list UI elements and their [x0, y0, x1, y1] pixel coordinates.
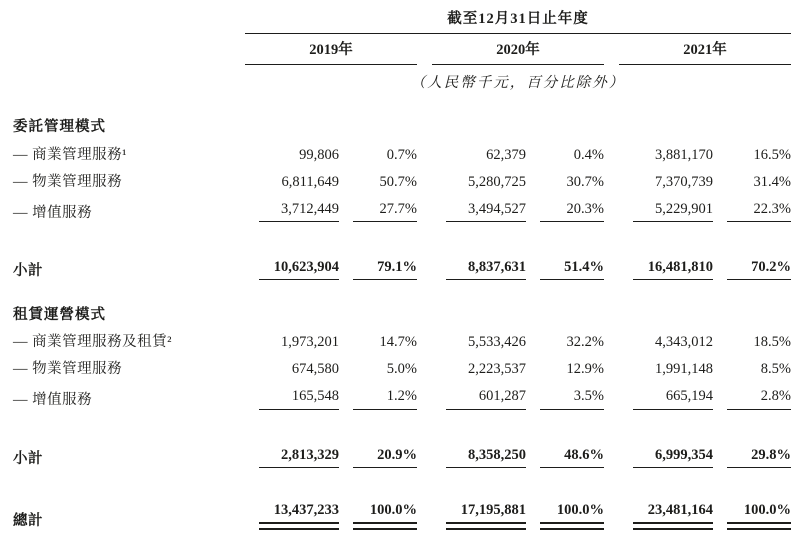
cell-2019-amount — [245, 410, 339, 468]
cell-value: 100.0% — [369, 501, 417, 518]
cell-value: 17,195,881 — [460, 501, 526, 518]
label-column-spacer — [13, 34, 245, 65]
cell-2020-amount — [432, 164, 526, 191]
cell-2019-percent — [339, 164, 417, 191]
cell-value: 62,379 — [486, 146, 526, 163]
cell-value: 13,437,233 — [273, 501, 339, 518]
cell-value: 18.5% — [753, 334, 791, 351]
column-gap — [417, 222, 432, 280]
cell-2021-amount — [619, 137, 713, 164]
cell-2019-percent — [339, 468, 417, 530]
cell-value: 0.4% — [573, 146, 604, 163]
cell-2019-amount — [245, 324, 339, 351]
cell-value: 27.7% — [353, 200, 417, 222]
row-item-2 — [13, 164, 791, 191]
cell-2019-amount — [245, 222, 339, 280]
row-label: 總計 — [13, 512, 43, 529]
year-header-2020: 2020年 — [432, 34, 604, 65]
cell-value: 22.3% — [727, 200, 791, 222]
empty-cells — [245, 280, 791, 324]
cell-value: 50.7% — [379, 173, 417, 190]
row-total-10 — [13, 468, 791, 530]
cell-value: 4,343,012 — [655, 334, 713, 351]
column-gap — [604, 34, 619, 65]
column-gap — [604, 137, 619, 164]
column-gap — [604, 351, 619, 378]
label-column-spacer — [13, 8, 245, 34]
cell-value: 14.7% — [379, 334, 417, 351]
cell-2019-amount — [245, 468, 339, 530]
cell-2021-percent — [713, 164, 791, 191]
row-label: — 商業管理服務¹ — [13, 146, 127, 163]
cell-2019-percent — [339, 324, 417, 351]
cell-2019-amount — [245, 378, 339, 409]
row-item-7 — [13, 351, 791, 378]
cell-2020-amount — [432, 137, 526, 164]
cell-value: 5,229,901 — [633, 200, 713, 222]
row-section-5 — [13, 280, 791, 324]
row-section-0 — [13, 92, 791, 136]
column-gap — [417, 351, 432, 378]
cell-2020-percent — [526, 378, 604, 409]
row-label: — 商業管理服務及租賃² — [13, 334, 172, 351]
cell-value: 1,991,148 — [655, 361, 713, 378]
cell-2020-percent — [526, 222, 604, 280]
cell-value: 100.0% — [743, 501, 791, 518]
cell-2021-amount — [619, 410, 713, 468]
cell-value: 3.5% — [540, 387, 604, 409]
cell-2019-percent — [339, 410, 417, 468]
row-label: 小計 — [13, 262, 43, 279]
cell-value: 23,481,164 — [647, 501, 713, 518]
cell-2019-amount — [245, 137, 339, 164]
column-gap — [604, 164, 619, 191]
cell-2020-amount — [432, 351, 526, 378]
cell-2021-amount — [619, 378, 713, 409]
cell-value: 79.1% — [353, 258, 417, 280]
cell-value: 51.4% — [540, 258, 604, 280]
cell-2020-percent — [526, 351, 604, 378]
table-body — [13, 92, 791, 529]
cell-value: 32.2% — [566, 334, 604, 351]
cell-value: 16,481,810 — [633, 258, 713, 280]
cell-value: 665,194 — [633, 387, 713, 409]
column-gap — [417, 137, 432, 164]
cell-2021-amount — [619, 351, 713, 378]
cell-value: 20.9% — [353, 446, 417, 468]
year-header-2019: 2019年 — [245, 34, 417, 65]
column-gap — [417, 34, 432, 65]
cell-2021-amount — [619, 468, 713, 530]
cell-2020-percent — [526, 468, 604, 530]
cell-value: 601,287 — [446, 387, 526, 409]
cell-value: 3,494,527 — [446, 200, 526, 222]
row-item-8 — [13, 378, 791, 409]
column-gap — [604, 468, 619, 530]
column-gap — [417, 164, 432, 191]
row-label: 租賃運營模式 — [13, 307, 106, 323]
cell-value: 29.8% — [727, 446, 791, 468]
cell-2019-amount — [245, 351, 339, 378]
column-gap — [604, 191, 619, 222]
cell-value: 165,548 — [259, 387, 339, 409]
unit-note: （人民幣千元，百分比除外） — [410, 75, 626, 92]
cell-value: 31.4% — [753, 173, 791, 190]
cell-value: 3,881,170 — [655, 146, 713, 163]
cell-value: 674,580 — [291, 361, 339, 378]
cell-2019-percent — [339, 351, 417, 378]
unit-note-row — [13, 65, 791, 93]
cell-value: 10,623,904 — [259, 258, 339, 280]
cell-value: 6,999,354 — [633, 446, 713, 468]
row-label: — 物業管理服務 — [13, 361, 123, 378]
double-rule — [259, 522, 339, 530]
cell-value: 2,813,329 — [259, 446, 339, 468]
cell-value: 8,358,250 — [446, 446, 526, 468]
cell-value: 12.9% — [566, 361, 604, 378]
cell-2021-percent — [713, 351, 791, 378]
label-column-spacer — [13, 65, 245, 93]
cell-2021-amount — [619, 324, 713, 351]
row-label: — 增值服務 — [13, 392, 93, 409]
cell-2019-percent — [339, 222, 417, 280]
empty-cells — [245, 92, 791, 136]
cell-2021-percent — [713, 324, 791, 351]
cell-2021-percent — [713, 468, 791, 530]
column-gap — [417, 324, 432, 351]
cell-2021-percent — [713, 191, 791, 222]
column-gap — [604, 378, 619, 409]
cell-2021-amount — [619, 191, 713, 222]
year-header-row — [13, 34, 791, 65]
cell-2021-amount — [619, 222, 713, 280]
cell-2020-percent — [526, 410, 604, 468]
row-subtotal-4 — [13, 222, 791, 280]
row-label: 小計 — [13, 450, 43, 467]
cell-value: 99,806 — [299, 146, 339, 163]
column-gap — [604, 222, 619, 280]
double-rule — [727, 522, 791, 530]
cell-value: 7,370,739 — [655, 173, 713, 190]
row-item-3 — [13, 191, 791, 222]
cell-2019-percent — [339, 378, 417, 409]
row-item-6 — [13, 324, 791, 351]
column-gap — [417, 191, 432, 222]
cell-2020-percent — [526, 191, 604, 222]
table-title-row — [13, 8, 791, 34]
column-gap — [604, 410, 619, 468]
column-gap — [417, 410, 432, 468]
cell-value: 5,533,426 — [468, 334, 526, 351]
cell-value: 1,973,201 — [281, 334, 339, 351]
row-label: — 物業管理服務 — [13, 173, 123, 190]
cell-2020-amount — [432, 191, 526, 222]
cell-2020-amount — [432, 378, 526, 409]
cell-2020-amount — [432, 222, 526, 280]
cell-2020-percent — [526, 137, 604, 164]
cell-value: 2.8% — [727, 387, 791, 409]
table-header — [13, 8, 791, 92]
cell-value: 70.2% — [727, 258, 791, 280]
cell-2019-amount — [245, 164, 339, 191]
cell-value: 8,837,631 — [446, 258, 526, 280]
cell-value: 100.0% — [556, 501, 604, 518]
cell-value: 6,811,649 — [281, 173, 339, 190]
cell-value: 5,280,725 — [468, 173, 526, 190]
cell-value: 0.7% — [386, 146, 417, 163]
cell-value: 1.2% — [353, 387, 417, 409]
cell-value: 3,712,449 — [259, 200, 339, 222]
cell-value: 5.0% — [386, 361, 417, 378]
cell-2019-percent — [339, 191, 417, 222]
cell-2021-percent — [713, 410, 791, 468]
cell-2019-amount — [245, 191, 339, 222]
cell-2021-percent — [713, 222, 791, 280]
cell-2020-percent — [526, 324, 604, 351]
cell-value: 2,223,537 — [468, 361, 526, 378]
column-gap — [604, 324, 619, 351]
cell-2021-percent — [713, 378, 791, 409]
double-rule — [446, 522, 526, 530]
cell-2020-percent — [526, 164, 604, 191]
column-gap — [417, 378, 432, 409]
cell-value: 30.7% — [566, 173, 604, 190]
row-item-1 — [13, 137, 791, 164]
row-label: 委託管理模式 — [13, 119, 106, 136]
cell-value: 20.3% — [540, 200, 604, 222]
row-subtotal-9 — [13, 410, 791, 468]
year-header-2021: 2021年 — [619, 34, 791, 65]
cell-2019-percent — [339, 137, 417, 164]
cell-value: 8.5% — [760, 361, 791, 378]
double-rule — [633, 522, 713, 530]
cell-value: 16.5% — [753, 146, 791, 163]
column-gap — [417, 468, 432, 530]
cell-value: 48.6% — [540, 446, 604, 468]
double-rule — [353, 522, 417, 530]
cell-2020-amount — [432, 324, 526, 351]
cell-2020-amount — [432, 468, 526, 530]
revenue-breakdown-table — [13, 8, 791, 530]
cell-2021-percent — [713, 137, 791, 164]
table-title: 截至12月31日止年度 — [245, 8, 791, 34]
cell-2020-amount — [432, 410, 526, 468]
row-label: — 增值服務 — [13, 204, 93, 221]
double-rule — [540, 522, 604, 530]
cell-2021-amount — [619, 164, 713, 191]
